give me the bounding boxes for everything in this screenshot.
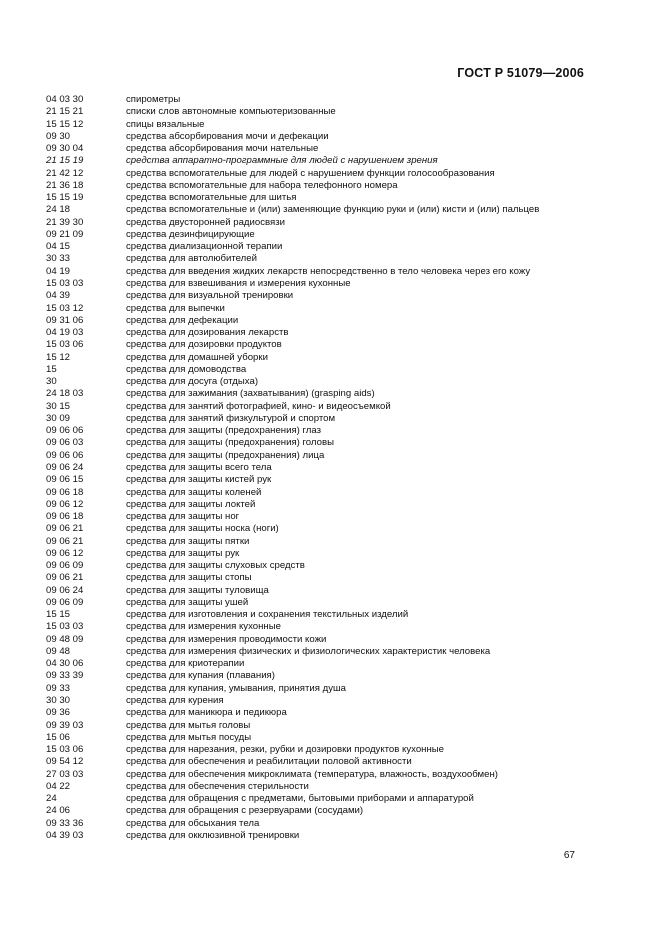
entry-term: средства для защиты коленей	[126, 486, 262, 498]
index-entry	[46, 364, 606, 376]
index-entry	[46, 253, 606, 265]
entry-code: 24 18 03	[46, 388, 84, 400]
index-entry	[46, 634, 606, 646]
entry-code: 09 30	[46, 130, 71, 142]
entry-term: средства аппаратно-программные для людей с нарушением зрения	[126, 155, 438, 167]
entry-code: 09 06 12	[46, 498, 84, 510]
entry-term: средства вспомогательные для людей с нарушением функции голосообразования	[126, 167, 495, 179]
index-entry	[46, 523, 606, 535]
index-entry	[46, 683, 606, 695]
index-entry	[46, 585, 606, 597]
index-entry	[46, 352, 606, 364]
entry-term: средства для домашней уборки	[126, 351, 268, 363]
entry-code: 09 06 03	[46, 437, 84, 449]
index-entry	[46, 290, 606, 302]
entry-code: 09 06 12	[46, 547, 84, 559]
entry-code: 09 48 09	[46, 633, 84, 645]
index-entry	[46, 818, 606, 830]
index-entry	[46, 597, 606, 609]
index-entry	[46, 487, 606, 499]
entry-code: 21 15 21	[46, 106, 84, 118]
entry-term: средства вспомогательные для набора телефонного номера	[126, 179, 398, 191]
entry-term: средства для обеспечения стерильности	[126, 780, 309, 792]
entry-term: средства для защиты пятки	[126, 535, 250, 547]
entry-term: средства для купания, умывания, принятия душа	[126, 682, 347, 694]
index-entry	[46, 106, 606, 118]
entry-code: 09 06 15	[46, 474, 84, 486]
index-entry	[46, 119, 606, 131]
index-entry	[46, 168, 606, 180]
entry-term: средства для домоводства	[126, 363, 247, 375]
entry-code: 04 39 03	[46, 829, 84, 841]
index-entry	[46, 756, 606, 768]
entry-code: 15 03 03	[46, 277, 84, 289]
entry-code: 09 30 04	[46, 143, 84, 155]
page-number: 67	[563, 850, 575, 861]
entry-term: средства для зажимания (захватывания) (grasping aids)	[126, 388, 375, 400]
index-entry	[46, 278, 606, 290]
entry-term: средства для защиты локтей	[126, 498, 256, 510]
entry-code: 09 06 24	[46, 584, 84, 596]
entry-code: 30 15	[46, 400, 71, 412]
entry-term: средства для защиты стопы	[126, 572, 252, 584]
entry-term: средства вспомогательные и (или) заменяющие функцию руки и (или) кисти и (или) пальцев	[126, 204, 540, 216]
index-entry	[46, 155, 606, 167]
entry-term: спицы вязальные	[126, 118, 205, 130]
entry-code: 09 21 09	[46, 228, 84, 240]
entry-code: 15 06	[46, 731, 71, 743]
index-entry	[46, 499, 606, 511]
entry-term: средства для обращения с предметами, бытовыми приборами и аппаратурой	[126, 793, 474, 805]
entry-code: 09 06 06	[46, 425, 84, 437]
index-entry	[46, 303, 606, 315]
entry-code: 21 15 19	[46, 155, 84, 167]
entry-term: средства для досуга (отдыха)	[126, 376, 259, 388]
index-entry	[46, 204, 606, 216]
index-entry	[46, 241, 606, 253]
index-entry	[46, 793, 606, 805]
entry-term: средства для окклюзивной тренировки	[126, 829, 300, 841]
entry-term: средства для мытья посуды	[126, 731, 252, 743]
index-entry	[46, 695, 606, 707]
entry-code: 09 06 21	[46, 572, 84, 584]
entry-term: средства для защиты носка (ноги)	[126, 523, 279, 535]
entry-term: средства для измерения кухонные	[126, 621, 281, 633]
entry-code: 15 12	[46, 351, 71, 363]
index-entry	[46, 437, 606, 449]
entry-code: 04 39	[46, 290, 71, 302]
index-entry	[46, 339, 606, 351]
entry-term: средства для обеспечения микроклимата (температура, влажность, воздухообмен)	[126, 768, 498, 780]
index-entry	[46, 388, 606, 400]
entry-term: средства для обращения с резервуарами (сосудами)	[126, 805, 364, 817]
entry-code: 09 33 39	[46, 670, 84, 682]
index-entry	[46, 720, 606, 732]
entry-term: средства для изготовления и сохранения текстильных изделий	[126, 609, 409, 621]
entry-code: 09 33	[46, 682, 71, 694]
index-entry	[46, 707, 606, 719]
entry-code: 21 36 18	[46, 179, 84, 191]
entry-term: средства для защиты (предохранения) головы	[126, 437, 334, 449]
entry-term: средства для автолюбителей	[126, 253, 257, 265]
index-entry	[46, 548, 606, 560]
entry-code: 09 36	[46, 707, 71, 719]
entry-code: 09 06 18	[46, 511, 84, 523]
entry-term: средства для дефекации	[126, 314, 239, 326]
index-entry	[46, 609, 606, 621]
index-entry	[46, 536, 606, 548]
index-entry	[46, 805, 606, 817]
entry-term: средства для маникюра и педикюра	[126, 707, 287, 719]
entry-code: 15 03 12	[46, 302, 84, 314]
entry-term: средства для измерения физических и физиологических характеристик человека	[126, 645, 491, 657]
entry-term: средства для защиты (предохранения) глаз	[126, 425, 322, 437]
index-entry	[46, 511, 606, 523]
entry-term: средства для дозировки продуктов	[126, 339, 282, 351]
entry-term: средства абсорбирования мочи и дефекации	[126, 130, 329, 142]
entry-term: средства двусторонней радиосвязи	[126, 216, 285, 228]
entry-code: 04 03 30	[46, 94, 84, 105]
entry-code: 15 03 03	[46, 621, 84, 633]
entry-code: 09 06 06	[46, 449, 84, 461]
entry-code: 04 15	[46, 241, 71, 253]
entry-code: 24 18	[46, 204, 71, 216]
entry-term: средства дезинфицирующие	[126, 228, 255, 240]
entry-term: средства для визуальной тренировки	[126, 290, 294, 302]
entry-code: 24	[46, 793, 57, 805]
entry-code: 04 19	[46, 265, 71, 277]
entry-code: 09 06 21	[46, 523, 84, 535]
entry-term: средства для введения жидких лекарств непосредственно в тело человека через его кожу	[126, 265, 531, 277]
entry-code: 30 09	[46, 412, 71, 424]
document-header: ГОСТ Р 51079—2006	[457, 66, 584, 80]
entry-code: 09 06 24	[46, 461, 84, 473]
index-entry	[46, 413, 606, 425]
entry-code: 30 33	[46, 253, 71, 265]
entry-term: средства для взвешивания и измерения кухонные	[126, 277, 351, 289]
entry-code: 27 03 03	[46, 768, 84, 780]
entry-code: 21 39 30	[46, 216, 84, 228]
entry-term: средства для измерения проводимости кожи	[126, 633, 327, 645]
index-entry	[46, 670, 606, 682]
index-entry	[46, 425, 606, 437]
index-entry	[46, 462, 606, 474]
entry-term: средства для защиты ушей	[126, 596, 249, 608]
entry-term: средства для нарезания, резки, рубки и дозировки продуктов кухонные	[126, 744, 444, 756]
entry-code: 15 03 06	[46, 339, 84, 351]
entry-term: средства для курения	[126, 695, 224, 707]
index-entry	[46, 658, 606, 670]
entry-code: 15 15	[46, 609, 71, 621]
entry-code: 09 06 09	[46, 596, 84, 608]
index-entry	[46, 192, 606, 204]
entry-term: средства для защиты туловища	[126, 584, 269, 596]
index-entry	[46, 830, 606, 842]
entry-term: средства для защиты всего тела	[126, 461, 272, 473]
entry-code: 09 06 18	[46, 486, 84, 498]
index-entry	[46, 143, 606, 155]
index-entry	[46, 781, 606, 793]
entry-code: 04 22	[46, 780, 71, 792]
index-entry	[46, 769, 606, 781]
entry-code: 15	[46, 363, 57, 375]
entry-term: средства для выпечки	[126, 302, 225, 314]
index-entry	[46, 180, 606, 192]
index-entry	[46, 131, 606, 143]
index-entry	[46, 327, 606, 339]
entry-term: средства для защиты (предохранения) лица	[126, 449, 325, 461]
index-entry	[46, 217, 606, 229]
index-entry	[46, 572, 606, 584]
index-entry	[46, 94, 606, 106]
entry-term: средства абсорбирования мочи нательные	[126, 143, 319, 155]
index-entry	[46, 744, 606, 756]
entry-term: списки слов автономные компьютеризованные	[126, 106, 336, 118]
entry-code: 15 15 12	[46, 118, 84, 130]
entry-term: средства для защиты слуховых средств	[126, 560, 305, 572]
entry-term: средства для обеспечения и реабилитации половой активности	[126, 756, 412, 768]
entry-code: 21 42 12	[46, 167, 84, 179]
entry-term: средства для купания (плавания)	[126, 670, 275, 682]
entry-code: 09 54 12	[46, 756, 84, 768]
entry-code: 04 19 03	[46, 327, 84, 339]
index-entry	[46, 376, 606, 388]
index-entry	[46, 474, 606, 486]
entry-term: средства диализационной терапии	[126, 241, 283, 253]
entry-term: средства для защиты ног	[126, 511, 240, 523]
index-entry	[46, 229, 606, 241]
entry-code: 24 06	[46, 805, 71, 817]
entry-term: средства для занятий фотографией, кино- и видеосъемкой	[126, 400, 391, 412]
entry-code: 09 33 36	[46, 817, 84, 829]
entry-term: средства для защиты рук	[126, 547, 240, 559]
entry-term: спирометры	[126, 94, 181, 105]
index-entry	[46, 450, 606, 462]
entry-list	[46, 94, 606, 842]
index-entry	[46, 560, 606, 572]
index-entry	[46, 266, 606, 278]
index-entry	[46, 315, 606, 327]
entry-code: 04 30 06	[46, 658, 84, 670]
entry-code: 09 06 21	[46, 535, 84, 547]
entry-term: средства для дозирования лекарств	[126, 327, 289, 339]
entry-code: 30	[46, 376, 57, 388]
entry-code: 30 30	[46, 695, 71, 707]
entry-term: средства для защиты кистей рук	[126, 474, 272, 486]
entry-term: средства вспомогательные для шитья	[126, 192, 297, 204]
entry-code: 09 06 09	[46, 560, 84, 572]
index-entry	[46, 621, 606, 633]
index-entry	[46, 401, 606, 413]
entry-code: 09 48	[46, 645, 71, 657]
index-entry	[46, 646, 606, 658]
entry-term: средства для мытья головы	[126, 719, 251, 731]
entry-code: 15 03 06	[46, 744, 84, 756]
entry-code: 09 31 06	[46, 314, 84, 326]
entry-term: средства для обсыхания тела	[126, 817, 260, 829]
entry-term: средства для криотерапии	[126, 658, 245, 670]
entry-code: 09 39 03	[46, 719, 84, 731]
index-entry	[46, 732, 606, 744]
entry-code: 15 15 19	[46, 192, 84, 204]
entry-term: средства для занятий физкультурой и спортом	[126, 412, 336, 424]
